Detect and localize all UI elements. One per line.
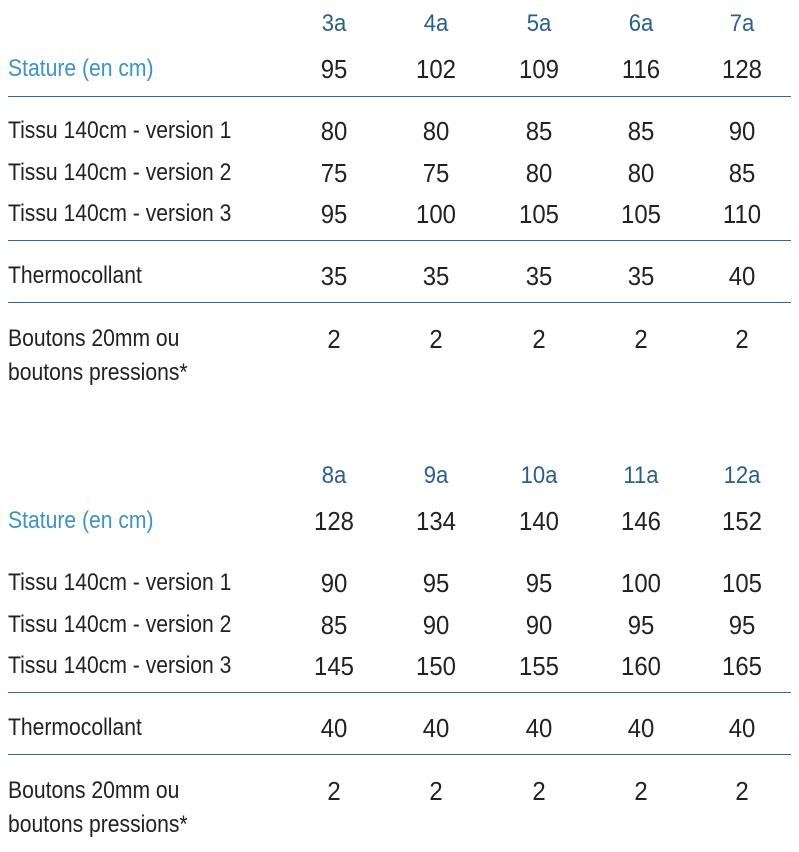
age-header-cell: 7a	[729, 10, 755, 37]
stature-label: Stature (en cm)	[8, 507, 154, 534]
age-header-row	[0, 7, 799, 47]
fabric-cell: 85	[728, 158, 756, 188]
age-header-cell: 3a	[321, 10, 347, 37]
thermocollant-cell: 35	[422, 261, 450, 291]
buttons-cell: 2	[429, 324, 443, 354]
age-header-cell: 4a	[423, 10, 449, 37]
stature-cell: 116	[621, 54, 661, 84]
fabric-cell: 95	[422, 568, 450, 598]
fabric-cell: 90	[422, 610, 450, 640]
stature-cell: 109	[519, 54, 559, 84]
buttons-label: Boutons 20mm ou boutons pressions*	[8, 325, 188, 386]
age-header-cell: 5a	[526, 10, 552, 37]
fabric-cell: 95	[627, 610, 655, 640]
fabric-label: Tissu 140cm - version 2	[8, 611, 232, 638]
divider-rule	[8, 96, 791, 97]
buttons-row	[0, 322, 799, 386]
buttons-cell: 2	[327, 324, 341, 354]
fabric-cell: 80	[320, 116, 348, 146]
thermocollant-cell: 35	[627, 261, 655, 291]
thermocollant-cell: 40	[320, 713, 348, 743]
buttons-cell: 2	[735, 776, 749, 806]
fabric-label: Tissu 140cm - version 2	[8, 159, 232, 186]
stature-cell: 102	[416, 54, 456, 84]
age-header-cell: 8a	[321, 462, 347, 489]
stature-cell: 146	[621, 506, 661, 536]
fabric-label: Tissu 140cm - version 1	[8, 117, 232, 144]
fabric-cell: 95	[320, 199, 348, 229]
divider-rule	[8, 754, 791, 755]
age-header-cell: 10a	[520, 462, 558, 489]
fabric-label: Tissu 140cm - version 3	[8, 652, 232, 679]
fabric-cell: 75	[320, 158, 348, 188]
fabric-cell: 105	[722, 568, 762, 598]
fabric-cell: 100	[416, 199, 456, 229]
fabric-cell: 90	[525, 610, 553, 640]
thermocollant-cell: 40	[728, 713, 756, 743]
thermocollant-cell: 40	[525, 713, 553, 743]
thermocollant-row	[0, 711, 799, 751]
divider-rule	[8, 302, 791, 303]
fabric-row	[0, 649, 799, 689]
stature-cell: 95	[320, 54, 348, 84]
divider-rule	[8, 692, 791, 693]
stature-cell: 140	[519, 506, 559, 536]
thermocollant-row	[0, 259, 799, 299]
fabric-row	[0, 114, 799, 154]
fabric-cell: 90	[728, 116, 756, 146]
fabric-cell: 85	[320, 610, 348, 640]
thermocollant-cell: 40	[422, 713, 450, 743]
buttons-cell: 2	[634, 324, 648, 354]
buttons-cell: 2	[532, 324, 546, 354]
fabric-row	[0, 156, 799, 196]
fabric-row	[0, 608, 799, 648]
buttons-cell: 2	[429, 776, 443, 806]
buttons-cell: 2	[735, 324, 749, 354]
fabric-cell: 80	[525, 158, 553, 188]
buttons-label: Boutons 20mm ou boutons pressions*	[8, 777, 188, 838]
stature-cell: 152	[722, 506, 762, 536]
thermocollant-cell: 35	[320, 261, 348, 291]
thermocollant-label: Thermocollant	[8, 714, 142, 741]
fabric-cell: 165	[722, 651, 762, 681]
age-header-cell: 6a	[628, 10, 654, 37]
buttons-cell: 2	[327, 776, 341, 806]
divider-rule	[8, 240, 791, 241]
fabric-cell: 145	[314, 651, 354, 681]
fabric-cell: 80	[422, 116, 450, 146]
fabric-cell: 85	[525, 116, 553, 146]
age-header-cell: 11a	[623, 462, 659, 489]
thermocollant-cell: 35	[525, 261, 553, 291]
buttons-cell: 2	[634, 776, 648, 806]
stature-row	[0, 504, 799, 544]
fabric-cell: 105	[519, 199, 559, 229]
fabric-cell: 75	[422, 158, 450, 188]
buttons-cell: 2	[532, 776, 546, 806]
stature-cell: 128	[722, 54, 762, 84]
thermocollant-cell: 40	[627, 713, 655, 743]
fabric-cell: 95	[525, 568, 553, 598]
age-header-row	[0, 459, 799, 499]
fabric-cell: 100	[621, 568, 661, 598]
fabric-row	[0, 197, 799, 237]
buttons-row	[0, 774, 799, 838]
stature-cell: 128	[314, 506, 354, 536]
age-header-cell: 12a	[723, 462, 761, 489]
thermocollant-label: Thermocollant	[8, 262, 142, 289]
fabric-cell: 95	[728, 610, 756, 640]
fabric-cell: 150	[416, 651, 456, 681]
fabric-cell: 105	[621, 199, 661, 229]
fabric-row	[0, 566, 799, 606]
fabric-cell: 80	[627, 158, 655, 188]
fabric-cell: 110	[722, 199, 762, 229]
stature-label: Stature (en cm)	[8, 55, 154, 82]
stature-row	[0, 52, 799, 92]
fabric-cell: 85	[627, 116, 655, 146]
age-header-cell: 9a	[423, 462, 449, 489]
fabric-label: Tissu 140cm - version 3	[8, 200, 232, 227]
fabric-cell: 160	[621, 651, 661, 681]
fabric-label: Tissu 140cm - version 1	[8, 569, 232, 596]
stature-cell: 134	[416, 506, 456, 536]
thermocollant-cell: 40	[728, 261, 756, 291]
fabric-cell: 155	[519, 651, 559, 681]
fabric-cell: 90	[320, 568, 348, 598]
